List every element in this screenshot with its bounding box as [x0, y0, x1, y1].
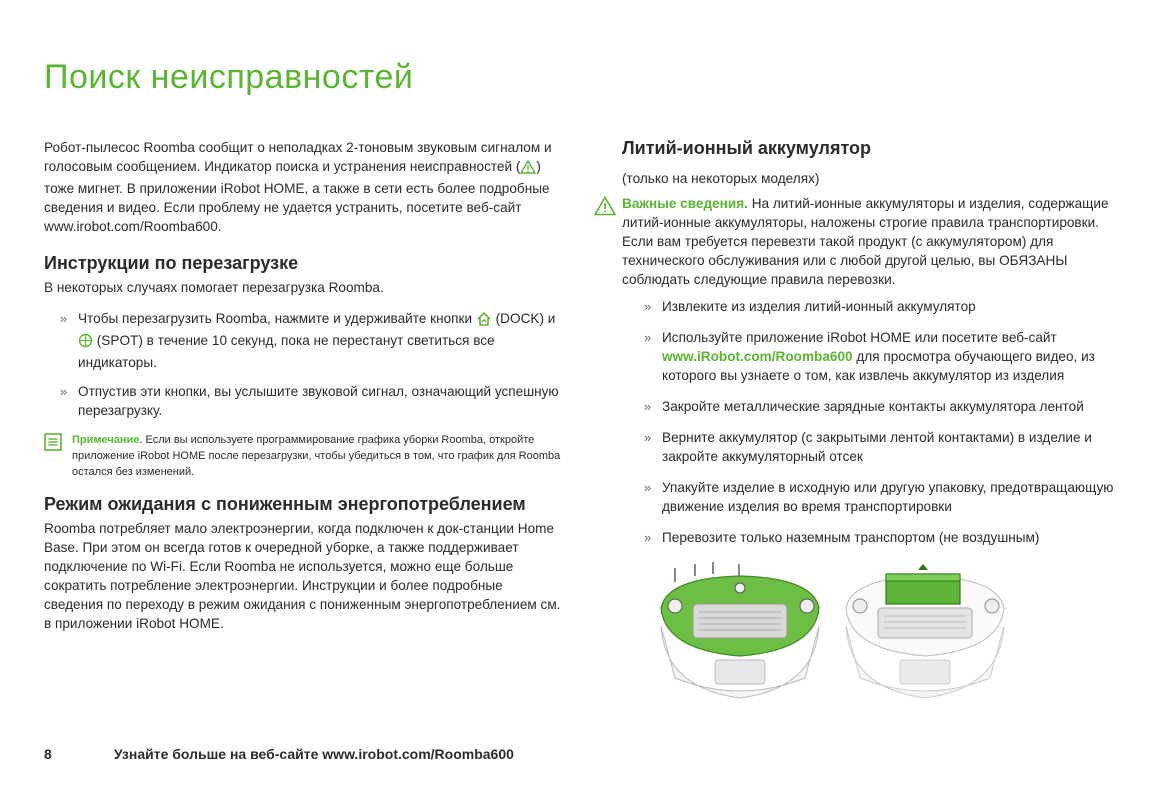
- page-number: 8: [44, 746, 52, 762]
- battery-bullet-3: [622, 397, 1114, 416]
- bullet-mark: »: [644, 480, 652, 495]
- home-dock-icon: [476, 311, 492, 331]
- warning-triangle-icon: [594, 196, 616, 289]
- battery-bullet-6-text: Перевозите только наземным транспортом (не воздушным): [662, 530, 1040, 545]
- standby-text: Roomba потребляет мало электроэнергии, когда подключен к док-станции Home Base. При этом он всегда готов к очередной уборке, а также поддерживает подключение по Wi-Fi. Если Roomba не используется, можно еще больше сократить потребление электроэнергии. Инструкции и более подробные сведения по переходу в режим ожидания с пониженным энергопотреблением см. в приложении iRobot HOME.: [44, 521, 561, 631]
- bullet-mark: »: [644, 330, 652, 345]
- page-title: Поиск неисправностей: [44, 58, 414, 96]
- note-text: [72, 432, 564, 480]
- battery-bullet-2: [622, 328, 1114, 385]
- bullet-mark: »: [644, 530, 652, 545]
- battery-bullet-6: [622, 528, 1114, 547]
- standby-heading: Режим ожидания с пониженным энергопотреблением: [44, 494, 526, 514]
- battery-compartment-illustration: [840, 548, 1010, 713]
- reset-bullet-2-text: Отпустив эти кнопки, вы услышите звуковой сигнал, означающий успешную перезагрузку.: [78, 384, 559, 418]
- note-icon: [44, 433, 64, 480]
- spot-icon: [78, 333, 93, 353]
- footer-text: Узнайте больше на веб-сайте www.irobot.com/Roomba600: [113, 746, 514, 762]
- battery-heading: Литий-ионный аккумулятор: [622, 138, 872, 158]
- reset-bullet-2: [44, 382, 564, 420]
- reset-bullet-1: [44, 309, 564, 372]
- battery-bullet-5-text: Упакуйте изделие в исходную или другую упаковку, предотвращающую движение изделия во время транспортировки: [662, 480, 1114, 514]
- note-body: Если вы используете программирование графика уборки Roomba, откройте приложение iRobot HOME после перезагрузки, чтобы убедиться в том, что график для Roomba остался без изменений.: [72, 434, 561, 478]
- note-label: Примечание.: [72, 434, 143, 446]
- warning-body: На литий-ионные аккумуляторы и изделия, содержащие литий-ионные аккумуляторы, наложены строгие правила транспортировки. Если вам требуется перевезти такой продукт (с аккумулятором) для технического обслуживания или с любой другой целью, вы ОБЯЗАНЫ соблюдать следующие правила перевозки.: [622, 196, 1109, 287]
- warning-label: Важные сведения.: [622, 196, 748, 211]
- battery-bullet-4: [622, 428, 1114, 466]
- bullet-mark: »: [644, 399, 652, 414]
- intro-paragraph: [44, 138, 564, 236]
- left-column: [44, 138, 564, 633]
- warning-box: [622, 194, 1114, 289]
- warning-triangle-icon: [520, 160, 536, 179]
- page-footer: [44, 746, 514, 762]
- battery-subtitle: (только на некоторых моделях): [622, 171, 820, 186]
- intro-text-1: Робот-пылесос Roomba сообщит о неполадках 2-тоновым звуковым сигналом и голосовым сообщением. Индикатор поиска и устранения неисправностей (: [44, 140, 552, 174]
- battery-bullet-5: [622, 478, 1114, 516]
- reset-bullet-1-text-a: Чтобы перезагрузить Roomba, нажмите и удерживайте кнопки: [78, 311, 473, 326]
- bullet-mark: »: [60, 384, 68, 399]
- reset-bullets: [44, 309, 564, 420]
- battery-bullet-1: [622, 297, 1114, 316]
- roomba-underside-illustration: [655, 548, 825, 713]
- reset-bullet-1-text-c: (SPOT) в течение 10 секунд, пока не перестанут светиться все индикаторы.: [78, 333, 495, 370]
- intro-text-2: ) тоже мигнет. В приложении iRobot HOME, а также в сети есть более подробные сведения и видео. Если проблему не удается устранить, посетите веб-сайт www.irobot.com/Roomba600.: [44, 159, 550, 234]
- bullet-mark: »: [644, 299, 652, 314]
- battery-bullet-2-text-a: Используйте приложение iRobot HOME или посетите веб-сайт: [662, 330, 1057, 345]
- note-box: [44, 432, 564, 480]
- reset-heading: Инструкции по перезагрузке: [44, 253, 299, 273]
- warning-text: [622, 194, 1114, 289]
- reset-text: В некоторых случаях помогает перезагрузка Roomba.: [44, 280, 384, 295]
- battery-bullet-3-text: Закройте металлические зарядные контакты аккумулятора лентой: [662, 399, 1084, 414]
- bullet-mark: »: [60, 311, 68, 326]
- battery-bullet-1-text: Извлеките из изделия литий-ионный аккумулятор: [662, 299, 976, 314]
- battery-bullets: [622, 297, 1114, 547]
- battery-bullet-4-text: Верните аккумулятор (с закрытыми лентой контактами) в изделие и закройте аккумуляторный отсек: [662, 430, 1092, 464]
- roomba600-link[interactable]: www.iRobot.com/Roomba600: [662, 349, 853, 364]
- bullet-mark: »: [644, 430, 652, 445]
- battery-bullet-2-text-b: для просмотра обучающего видео, из которого вы узнаете о том, как извлечь аккумулятор из изделия: [662, 349, 1095, 383]
- reset-bullet-1-text-b: (DOCK) и: [495, 311, 556, 326]
- right-column: [622, 138, 1114, 547]
